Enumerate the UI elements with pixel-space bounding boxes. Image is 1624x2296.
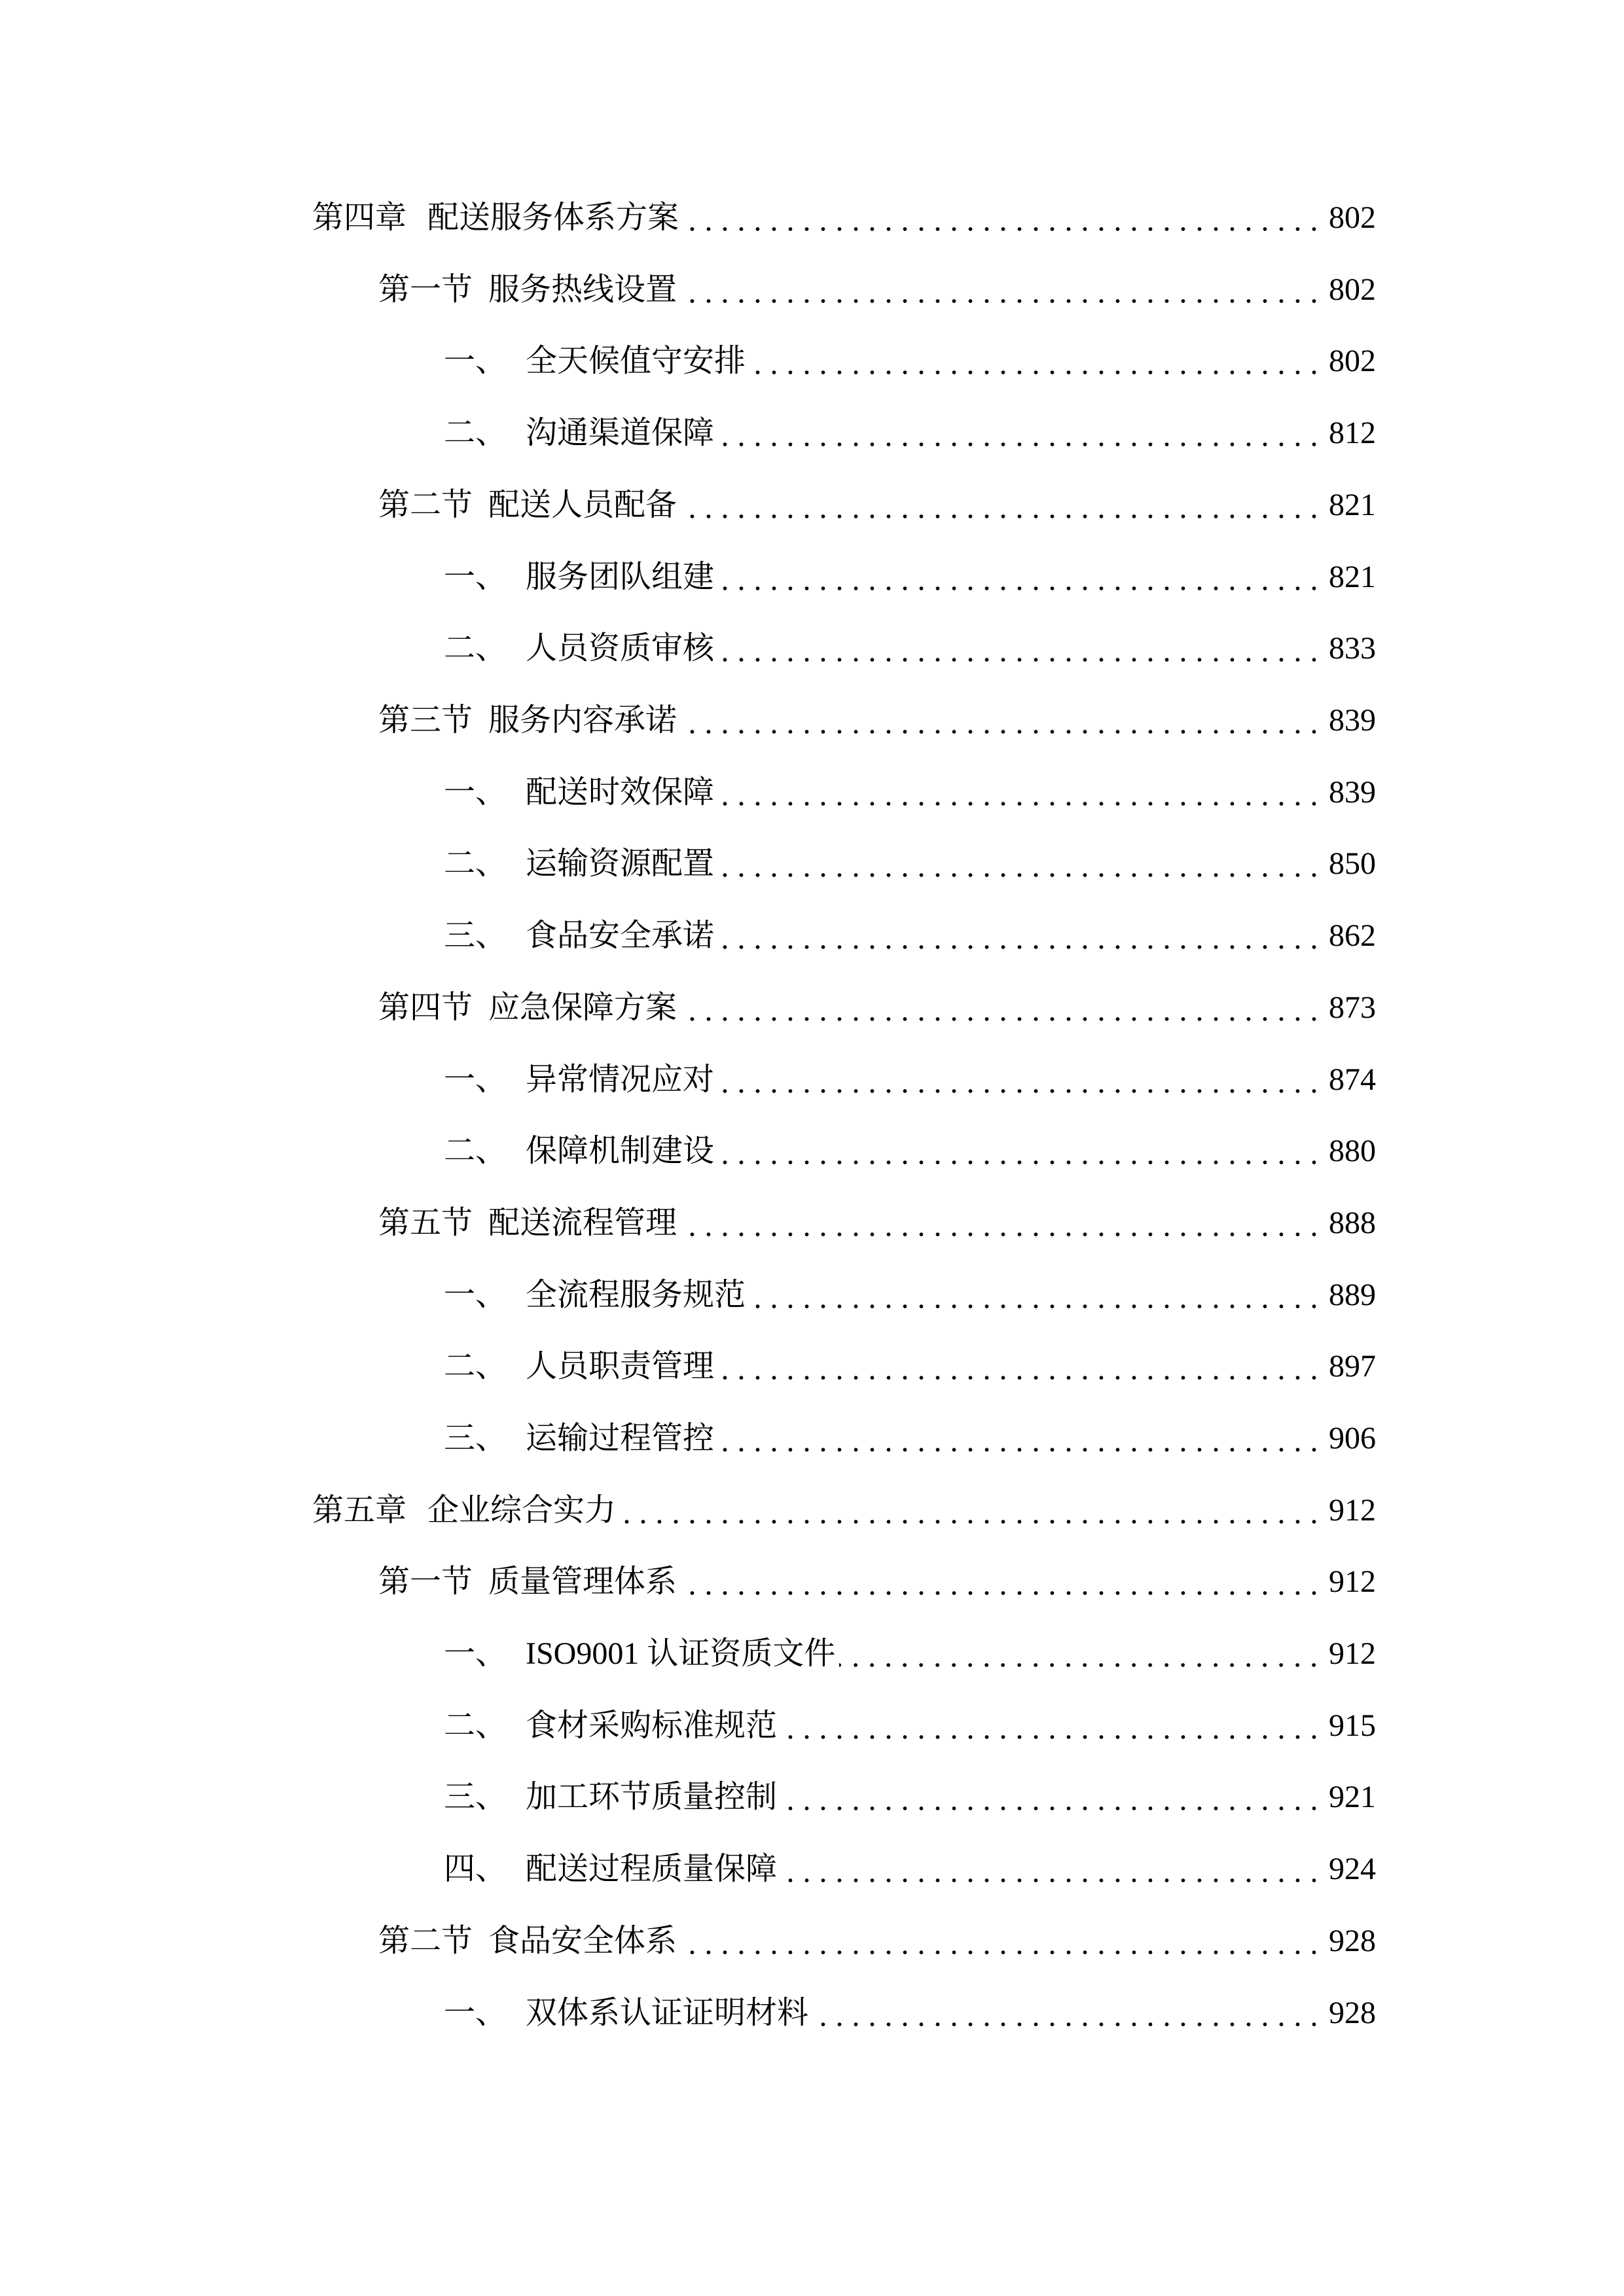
toc-entry-page-number: 921 bbox=[1329, 1780, 1376, 1814]
toc-entry-title: 人员资质审核 bbox=[526, 631, 715, 666]
dot-leader bbox=[718, 558, 1322, 597]
toc-entry-number: 第二节 bbox=[378, 1924, 473, 1958]
toc-entry-label bbox=[0, 342, 746, 381]
toc-entry-title: 运输过程管控 bbox=[526, 1421, 715, 1456]
toc-entry-title: 人员职责管理 bbox=[526, 1349, 715, 1384]
dot-leader bbox=[681, 486, 1322, 525]
toc-entry-title: 全流程服务规范 bbox=[526, 1278, 746, 1312]
dot-leader bbox=[781, 1778, 1322, 1817]
toc-entry-label bbox=[0, 1634, 835, 1674]
toc-entry-section[interactable] bbox=[0, 988, 1376, 1028]
toc-entry-title: 企业综合实力 bbox=[427, 1493, 617, 1528]
dot-leader bbox=[749, 342, 1322, 381]
dot-leader bbox=[718, 844, 1322, 884]
toc-entry-page-number: 802 bbox=[1329, 344, 1376, 378]
dot-leader bbox=[620, 1491, 1322, 1530]
toc-entry-subsection[interactable] bbox=[0, 1419, 1376, 1458]
toc-entry-number: 一、 bbox=[444, 1278, 507, 1312]
dot-leader bbox=[681, 1204, 1322, 1243]
toc-entry-subsection[interactable] bbox=[0, 1276, 1376, 1315]
toc-entry-subsection[interactable] bbox=[0, 1060, 1376, 1100]
toc-entry-number: 三、 bbox=[444, 918, 507, 953]
toc-entry-label bbox=[0, 773, 714, 812]
toc-entry-title: 双体系认证证明材料 bbox=[526, 1996, 809, 2030]
toc-entry-label bbox=[0, 701, 677, 740]
toc-entry-label bbox=[0, 1491, 616, 1530]
dot-leader bbox=[681, 270, 1322, 310]
toc-entry-number: 二、 bbox=[444, 631, 507, 666]
toc-entry-page-number: 880 bbox=[1329, 1134, 1376, 1168]
dot-leader bbox=[681, 1922, 1322, 1961]
dot-leader bbox=[718, 1419, 1322, 1458]
toc-entry-title: 食品安全体系 bbox=[488, 1924, 677, 1958]
toc-entry-page-number: 906 bbox=[1329, 1421, 1376, 1456]
toc-entry-title: 服务热线设置 bbox=[488, 272, 677, 307]
toc-entry-page-number: 812 bbox=[1329, 416, 1376, 450]
dot-leader bbox=[718, 773, 1322, 812]
toc-entry-section[interactable] bbox=[0, 1922, 1376, 1961]
toc-entry-label bbox=[0, 1276, 746, 1315]
toc-entry-title: 配送时效保障 bbox=[526, 775, 715, 810]
toc-entry-title: 运输资源配置 bbox=[526, 846, 715, 881]
toc-entry-page-number: 873 bbox=[1329, 990, 1376, 1025]
toc-entry-section[interactable] bbox=[0, 486, 1376, 525]
dot-leader bbox=[749, 1276, 1322, 1315]
toc-entry-title: 配送服务体系方案 bbox=[427, 200, 679, 235]
toc-entry-title: 全天候值守安排 bbox=[526, 344, 746, 378]
toc-entry-label bbox=[0, 844, 714, 884]
toc-entry-number: 一、 bbox=[444, 1062, 507, 1097]
toc-entry-title: 质量管理体系 bbox=[488, 1564, 677, 1599]
toc-entry-number: 第一节 bbox=[378, 272, 473, 307]
dot-leader bbox=[718, 1347, 1322, 1386]
toc-entry-label bbox=[0, 1204, 677, 1243]
dot-leader bbox=[718, 916, 1322, 956]
toc-entry-number: 四、 bbox=[444, 1852, 507, 1886]
toc-entry-number: 二、 bbox=[444, 846, 507, 881]
toc-entry-number: 第五节 bbox=[378, 1206, 473, 1240]
toc-entry-number: 一、 bbox=[444, 560, 507, 594]
dot-leader bbox=[718, 1060, 1322, 1100]
dot-leader bbox=[681, 988, 1322, 1028]
toc-entry-subsection[interactable] bbox=[0, 773, 1376, 812]
toc-entry-chapter[interactable] bbox=[0, 198, 1376, 238]
dot-leader bbox=[812, 1994, 1322, 2033]
toc-entry-subsection[interactable] bbox=[0, 558, 1376, 597]
toc-entry-title: 配送流程管理 bbox=[488, 1206, 677, 1240]
toc-entry-label bbox=[0, 1994, 808, 2033]
toc-entry-number: 第四章 bbox=[312, 200, 407, 235]
toc-entry-subsection[interactable] bbox=[0, 1706, 1376, 1746]
toc-entry-page-number: 897 bbox=[1329, 1349, 1376, 1384]
toc-entry-number: 二、 bbox=[444, 1708, 507, 1743]
toc-entry-subsection[interactable] bbox=[0, 414, 1376, 453]
toc-entry-page-number: 833 bbox=[1329, 631, 1376, 666]
toc-entry-number: 第五章 bbox=[312, 1493, 407, 1528]
toc-entry-title: 异常情况应对 bbox=[526, 1062, 715, 1097]
toc-entry-page-number: 924 bbox=[1329, 1852, 1376, 1886]
toc-entry-title: 食材采购标准规范 bbox=[526, 1708, 778, 1743]
toc-entry-title: 加工环节质量控制 bbox=[526, 1780, 778, 1814]
toc-entry-number: 第三节 bbox=[378, 703, 473, 738]
toc-entry-page-number: 928 bbox=[1329, 1996, 1376, 2030]
toc-entry-label bbox=[0, 988, 677, 1028]
toc-entry-page-number: 821 bbox=[1329, 488, 1376, 522]
toc-entry-label bbox=[0, 629, 714, 668]
toc-entry-label bbox=[0, 1850, 777, 1889]
toc-entry-label bbox=[0, 558, 714, 597]
toc-entry-subsection[interactable] bbox=[0, 1634, 1376, 1674]
toc-entry-subsection[interactable] bbox=[0, 916, 1376, 956]
toc-entry-label bbox=[0, 1562, 677, 1602]
toc-entry-number: 一、 bbox=[444, 1636, 507, 1671]
toc-entry-number: 一、 bbox=[444, 1996, 507, 2030]
toc-entry-label bbox=[0, 1132, 714, 1171]
toc-entry-label bbox=[0, 1060, 714, 1100]
toc-entry-page-number: 802 bbox=[1329, 200, 1376, 235]
toc-entry-number: 第四节 bbox=[378, 990, 473, 1025]
toc-entry-subsection[interactable] bbox=[0, 1994, 1376, 2033]
toc-entry-number: 二、 bbox=[444, 1349, 507, 1384]
toc-entry-title: 配送过程质量保障 bbox=[526, 1852, 778, 1886]
dot-leader bbox=[718, 1132, 1322, 1171]
dot-leader bbox=[718, 629, 1322, 668]
toc-entry-number: 三、 bbox=[444, 1421, 507, 1456]
toc-entry-subsection[interactable] bbox=[0, 844, 1376, 884]
toc-entry-label bbox=[0, 486, 677, 525]
toc-entry-subsection[interactable] bbox=[0, 629, 1376, 668]
toc-entry-label bbox=[0, 1778, 777, 1817]
toc-entry-section[interactable] bbox=[0, 1562, 1376, 1602]
toc-entry-title: 应急保障方案 bbox=[488, 990, 677, 1025]
toc-entry-page-number: 874 bbox=[1329, 1062, 1376, 1097]
toc-entry-title: 食品安全承诺 bbox=[526, 918, 715, 953]
toc-entry-label bbox=[0, 1347, 714, 1386]
toc-entry-section[interactable] bbox=[0, 701, 1376, 740]
dot-leader bbox=[681, 1562, 1322, 1602]
toc-entry-page-number: 915 bbox=[1329, 1708, 1376, 1743]
toc-entry-number: 第一节 bbox=[378, 1564, 473, 1599]
toc-entry-subsection[interactable] bbox=[0, 1850, 1376, 1889]
toc-entry-label bbox=[0, 414, 714, 453]
toc-entry-title: 配送人员配备 bbox=[488, 488, 677, 522]
toc-entry-page-number: 888 bbox=[1329, 1206, 1376, 1240]
toc-entry-page-number: 839 bbox=[1329, 775, 1376, 810]
toc-entry-subsection[interactable] bbox=[0, 1347, 1376, 1386]
toc-entry-subsection[interactable] bbox=[0, 342, 1376, 381]
toc-entry-page-number: 912 bbox=[1329, 1636, 1376, 1671]
toc-entry-page-number: 802 bbox=[1329, 272, 1376, 307]
toc-entry-section[interactable] bbox=[0, 1204, 1376, 1243]
dot-leader bbox=[681, 701, 1322, 740]
toc-entry-title: 保障机制建设 bbox=[526, 1134, 715, 1168]
toc-entry-number: 第二节 bbox=[378, 488, 473, 522]
dot-leader bbox=[781, 1706, 1322, 1746]
toc-entry-page-number: 850 bbox=[1329, 846, 1376, 881]
toc-entry-subsection[interactable] bbox=[0, 1778, 1376, 1817]
toc-entry-number: 二、 bbox=[444, 416, 507, 450]
toc-entry-number: 一、 bbox=[444, 344, 507, 378]
toc-entry-page-number: 928 bbox=[1329, 1924, 1376, 1958]
dot-leader bbox=[683, 198, 1322, 238]
toc-entry-number: 二、 bbox=[444, 1134, 507, 1168]
toc-entry-label bbox=[0, 916, 714, 956]
toc-entry-title: ISO9001 认证资质文件 bbox=[526, 1636, 836, 1671]
toc-entry-title: 服务团队组建 bbox=[526, 560, 715, 594]
toc-entry-chapter[interactable] bbox=[0, 1491, 1376, 1530]
toc-entry-number: 一、 bbox=[444, 775, 507, 810]
toc-entry-page-number: 889 bbox=[1329, 1278, 1376, 1312]
dot-leader bbox=[781, 1850, 1322, 1889]
toc-entry-page-number: 821 bbox=[1329, 560, 1376, 594]
toc-entry-page-number: 839 bbox=[1329, 703, 1376, 738]
toc-entry-label bbox=[0, 198, 679, 238]
toc-entry-page-number: 912 bbox=[1329, 1493, 1376, 1528]
toc-entry-page-number: 912 bbox=[1329, 1564, 1376, 1599]
toc-entry-subsection[interactable] bbox=[0, 1132, 1376, 1171]
toc-entry-title: 服务内容承诺 bbox=[488, 703, 677, 738]
toc-entry-number: 三、 bbox=[444, 1780, 507, 1814]
toc-entry-page-number: 862 bbox=[1329, 918, 1376, 953]
dot-leader bbox=[718, 414, 1322, 453]
toc-entry-title: 沟通渠道保障 bbox=[526, 416, 715, 450]
toc-entry-label bbox=[0, 1706, 777, 1746]
toc-entry-label bbox=[0, 1419, 714, 1458]
toc-entry-label bbox=[0, 1922, 677, 1961]
toc-entry-label bbox=[0, 270, 677, 310]
dot-leader bbox=[839, 1634, 1322, 1674]
toc-entry-section[interactable] bbox=[0, 270, 1376, 310]
